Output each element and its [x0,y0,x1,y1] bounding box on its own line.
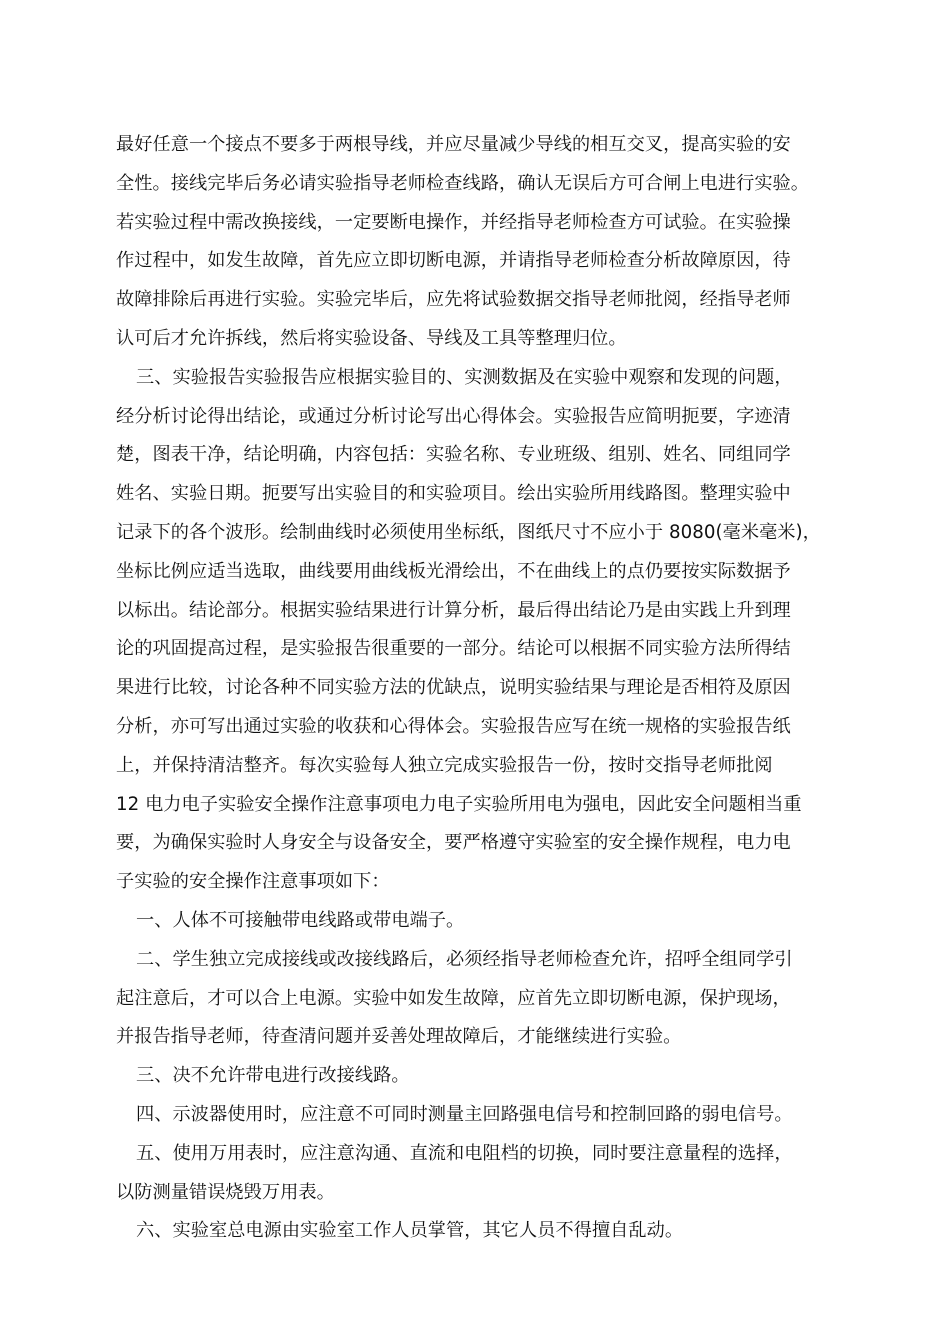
safety-item-2: 二、学生独立完成接线或改接线路后，必须经指导老师检查允许，招呼全组同学引 [136,948,793,970]
text-line: 子实验的安全操作注意事项如下： [116,871,390,893]
text-line: 论的巩固提高过程，是实验报告很重要的一部分。结论可以根据不同实验方法所得结 [116,638,791,660]
safety-item-3: 三、决不允许带电进行改接线路。 [136,1065,410,1087]
text-line: 经分析讨论得出结论，或通过分析讨论写出心得体会。实验报告应简明扼要，字迹清 [116,405,791,427]
text-line: 认可后才允许拆线，然后将实验设备、导线及工具等整理归位。 [116,327,627,349]
text-line: 最好任意一个接点不要多于两根导线，并应尽量减少导线的相互交叉，提高实验的安 [116,134,791,155]
text-line: 起注意后，才可以合上电源。实验中如发生故障，应首先立即切断电源，保护现场， [116,987,791,1009]
text-line: 以防测量错误烧毁万用表。 [116,1181,335,1203]
text-line: 作过程中，如发生故障，首先应立即切断电源，并请指导老师检查分析故障原因，待 [116,250,791,272]
safety-item-4: 四、示波器使用时，应注意不可同时测量主回路强电信号和控制回路的弱电信号。 [136,1103,793,1125]
text-line: 以标出。结论部分。根据实验结果进行计算分析，最后得出结论乃是由实践上升到理 [116,599,791,621]
document-body [116,126,840,1251]
text-line: 要，为确保实验时人身安全与设备安全，要严格遵守实验室的安全操作规程，电力电 [116,832,791,854]
text-line: 全性。接线完毕后务必请实验指导老师检查线路，确认无误后方可合闸上电进行实验。 [116,172,810,194]
text-line: 记录下的各个波形。绘制曲线时必须使用坐标纸，图纸尺寸不应小于 8080(毫米毫米)， [116,521,821,543]
text-line: 姓名、实验日期。扼要写出实验目的和实验项目。绘出实验所用线路图。整理实验中 [116,483,791,505]
text-line: 坐标比例应适当选取，曲线要用曲线板光滑绘出，不在曲线上的点仍要按实际数据予 [116,560,791,582]
text-line: 分析，亦可写出通过实验的收获和心得体会。实验报告应写在统一规格的实验报告纸 [116,715,791,737]
text-line: 并报告指导老师，待查清问题并妥善处理故障后，才能继续进行实验。 [116,1026,682,1048]
text-line: 12 电力电子实验安全操作注意事项电力电子实验所用电为强电，因此安全问题相当重 [116,793,802,815]
text-line: 楚，图表干净，结论明确，内容包括：实验名称、专业班级、组别、姓名、同组同学 [116,444,791,466]
text-line: 故障排除后再进行实验。实验完毕后，应先将试验数据交指导老师批阅，经指导老师 [116,289,791,311]
safety-item-6: 六、实验室总电源由实验室工作人员掌管，其它人员不得擅自乱动。 [136,1220,684,1242]
safety-item-5: 五、使用万用表时，应注意沟通、直流和电阻档的切换，同时要注意量程的选择， [136,1142,793,1164]
text-line: 上，并保持清洁整齐。每次实验每人独立完成实验报告一份，按时交指导老师批阅 [116,754,773,776]
section-heading-experiment-report: 三、实验报告实验报告应根据实验目的、实测数据及在实验中观察和发现的问题， [136,366,793,388]
safety-item-1: 一、人体不可接触带电线路或带电端子。 [136,909,465,931]
text-line: 若实验过程中需改换接线，一定要断电操作，并经指导老师检查方可试验。在实验操 [116,211,791,233]
text-line: 果进行比较，讨论各种不同实验方法的优缺点，说明实验结果与理论是否相符及原因 [116,677,791,699]
